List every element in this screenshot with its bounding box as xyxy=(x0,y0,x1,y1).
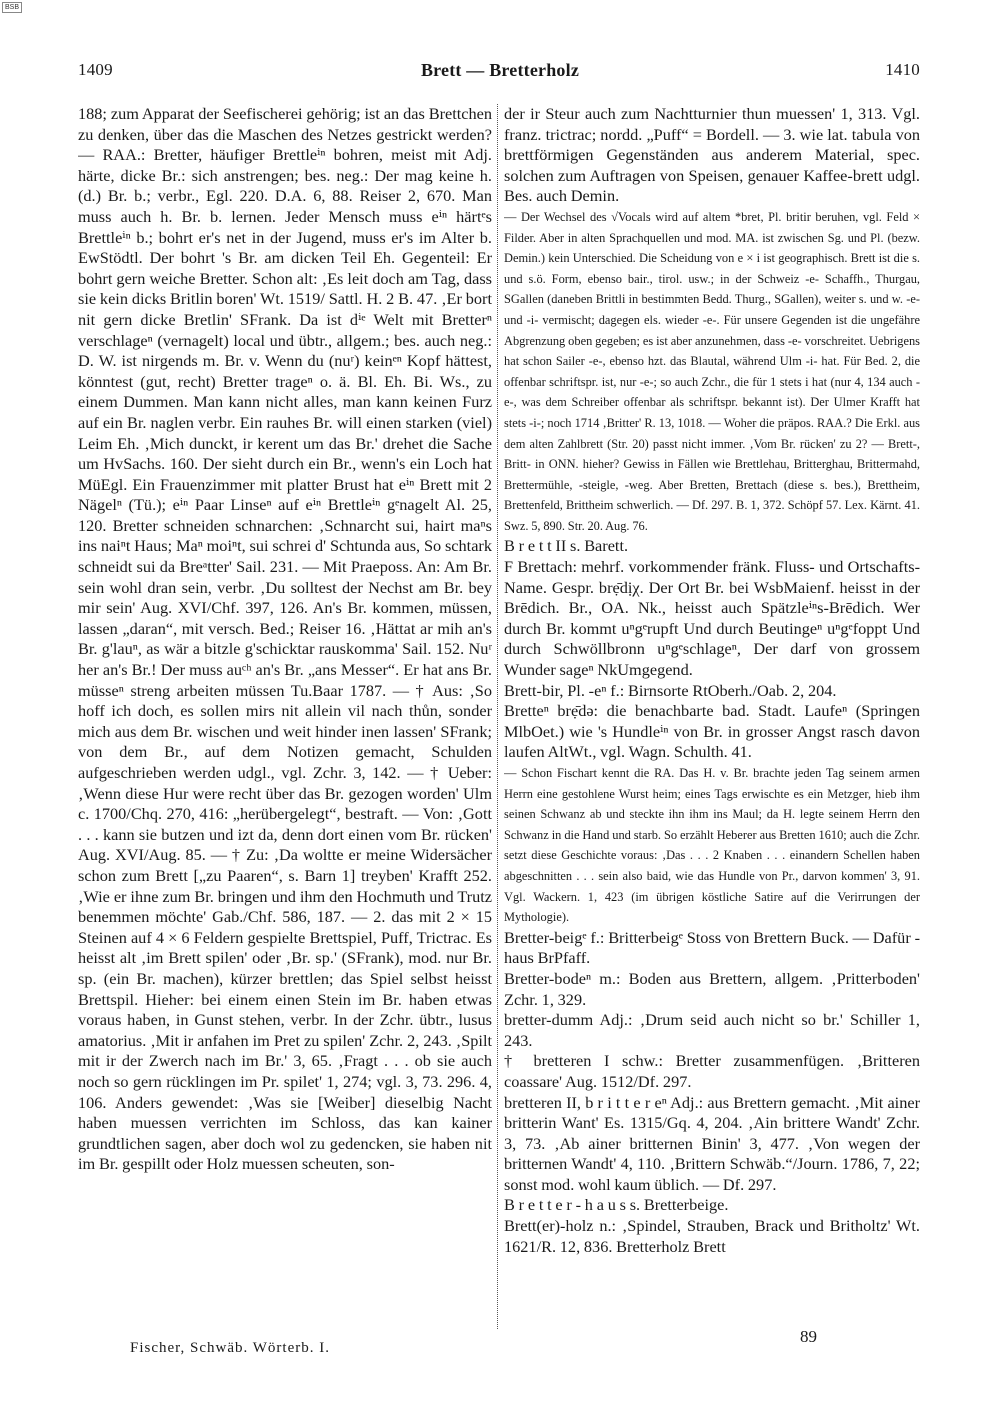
entry-brettach: F Brettach: mehrf. vorkommender fränk. Fluss- und Ortschafts-Name. Gespr. brẹ̄dịχ. Der Ort Br. bei WsbMaienf. heisst in der Brēdich. Br., OA. Nk., heisst auch Spätzleⁱⁿs-Brēdich. Wer durch Br. kommt uⁿgᵉrupft Und durch Beutingeⁿ uⁿgᵉfoppt Und durch Schwöllbronn uⁿgᵉschlageⁿ, Der darf von grossem Wunder sageⁿ NkUmgegend. xyxy=(504,557,920,680)
entry-brett-bir: Brett-bir, Pl. -eⁿ f.: Birnsorte RtOberh./Oab. 2, 204. xyxy=(504,680,837,700)
left-page-number: 1409 xyxy=(78,60,113,79)
entry-bretteren-ii: bretteren II, b r i t t e r eⁿ Adj.: aus Brettern gemacht. ‚Mit ainer britterin Want' Es. 1315/Gq. 4, 204. ‚Ain brittere Wandt' Zchr. 3, 73. ‚Ab ainer britternen Binin' 3, 477. ‚Von wegen der britternen Wandt' 4, 110. ‚Brittern Schwäb.“/Journ. 1786, 7, 22; sonst mod. wohl kaum üblich. — Df. 297. xyxy=(504,1092,920,1194)
entry-bretten: Bretteⁿ brẹ̄də: die benachbarte bad. Stadt. Laufeⁿ (Springen MlbOet.) wie 's Hundleⁱⁿ von Br. in grosser Angst rasch davon laufen AltWt., vgl. Wagn. Schulth. 41. xyxy=(504,701,920,762)
entry-bretter-dumm: bretter-dumm Adj.: ‚Drum seid auch nicht so br.' Schiller 1, 243. xyxy=(504,1010,920,1050)
entry-bretter-beige: Bretter-beigᵉ f.: Britterbeigᵉ Stoss von Brettern Buck. — Dafür -haus BrPfaff. xyxy=(504,927,920,968)
entry-brett-ii: B r e t t II s. Barett. xyxy=(504,536,629,556)
signature-mark: 89 xyxy=(800,1327,817,1346)
note-brett: — Der Wechsel des √Vocals wird auf altem *bret, Pl. britir beruhen, vgl. Feld × Filder. Aber in alten Sprachquellen und mod. MA. ist zwischen Sg. und Pl. (bezw. Demin.) kein Unterschied. Die Scheidung von e × i ist geographisch. Brett ist die s. und s.ö. Form, ebenso bair., tirol. usw.; in der Schweiz -e- Schaffh., Thurgau, SGallen (daneben Brittli in bestimmten Bedd. Thurg., SGallen), weiter s. und w. -e- und -i- vermischt; dagegen els. wieder -e-. Für unsere Gegenden ist die ungefähre Abgrenzung oben gegeben; es ist aber anzunehmen, dass -e- vorschreitet. Uebrigens hat schon Sailer -e-, ebenso hzt. das Blautal, während Ulm -i- hat. Für Bed. 2, die offenbar schriftspr. ist, nur -e-; so auch Zchr., die für 1 stets i hat (nur 4, 134 auch -e-, was dem Schreiber offenbar als schriftspr. bekannt ist). Der Ulmer Krafft hat stets -i-; noch 1714 ‚Britter' R. 13, 1018. — Woher die präpos. RAA.? Die Erkl. aus dem alten Zahlbrett (Str. 20) passt nicht immer. ‚Vom Br. rücken' zu 2? — Brett-, Britt- in ONN. hieher? Gewiss in Fällen wie Brettlehau, Britterghau, Brittermahd, Brettermühle, -steigle, -weg. Aber Bretten, Brettach (diese s. bes.), Brettheim, Brettenfeld, Brittheim schwerlich. — Df. 297. B. 1, 372. Schöpf 57. Lex. Kärnt. 41. Swz. 5, 890. Str. 20. Aug. 76. xyxy=(504,209,920,533)
right-column xyxy=(504,104,920,1336)
left-column-text: 188; zum Apparat der Seefischerei gehörig; ist an das Brettchen zu denken, über das die Maschen des Netzes gestrickt werden? — RAA.: Bretter, häufiger Brettleⁱⁿ bohren, meist mit Adj. härte, dicke Br.: sich anstrengen; bes. neg.: Der mag keine h. (d.) Br. b.; verbr., Egl. 220. D.A. 6, 88. Reiser 2, 670. Man muss auch h. Br. b. lernen. Jeder Mensch muss eⁱⁿ härtᵉs Brettleⁱⁿ b.; bohrt er's net in der Jugend, muss er's im Alter b. EwStödtl. Der bohrt 's Br. am dicken Teil Eh. Gegenteil: Er bohrt gern weiche Bretter. Schon alt: ‚Es leit doch am Tag, dass sie kein dicks Britlin boren' Wt. 1519/ Sattl. H. 2 B. 47. ‚Er bort nit gern dicke Bretlin' SFrank. Da ist dⁱᵉ Welt mit Bretterⁿ verschlageⁿ (vernagelt) local und übtr., allgem.; bes. auch neg.: D. W. ist nirgends m. Br. v. Wenn du (nuʳ) keinᵉⁿ Kopf hättest, könntest (gut, recht) Bretter trageⁿ o. ä. Bl. Eh. Bi. Ws., zu einem Dummen. Man kann nicht alles, man kann keinen Furz auf ein Br. naglen verbr. Ein rauhes Br. will einen starken (viel) Leim Eh. ‚Mich dunckt, ir kerent um das Br.' drehet die Sache um HvSachs. 160. Der sieht durch ein Br., wenn's ein Loch hat MüEgl. Ein Frauenzimmer mit platter Brust hat eⁱⁿ Brett mit 2 Nägelⁿ (Tü.); eⁱⁿ Paar Linseⁿ auf eⁱⁿ Brettleⁱⁿ gᵉnagelt Al. 25, 120. Bretter schneiden schnarchen: ‚Schnarcht sui, hairt maⁿs ins naiⁿt Haus; Maⁿ moiⁿt, sui schrei d' Schtunda aus, So schtark schneidt sui da Breᵃtter' Sail. 231. — Mit Praeposs. An: Am Br. sein wohl dran sein, verbr. ‚Du solltest der Nechst am Br. bey mir sein' Aug. XVI/Chf. 397, 126. An's Br. kommen, müssen, lassen „daran“, mit versch. Bed.; Reiser 16. ‚Hättat ar mih an's Br. g'lauⁿ, as wär a bitzle g'schicktar rauskomma' Sail. 152. Nuʳ her an's Br.! Der muss auᶜʰ an's Br. „ans Messer“. Er hat ans Br. müsseⁿ streng arbeiten müssen Tu.Baar 1787. — † Aus: ‚So hoff ich doch, es sollen mirs nit allein vil nach thůn, sonder mich aus dem Br. wischen und weit hinder inen lassen' SFrank; von dem Br., auf dem Notizen gemacht, Schulden aufgeschrieben werden udgl., vgl. Zchr. 3, 142. — † Ueber: ‚Wenn diese Hur were recht über das Br. gezogen worden' Ulm c. 1700/Chq. 270, 416: „herübergelegt“, bestraft. — Von: ‚Gott . . . kann sie butzen und izt da, denn dort einen vom Br. rücken' Aug. XVI/Aug. 85. — † Zu: ‚Da woltte er meine Widersächer schon zum Brett [„zu Paaren“, s. Barn 1] treyben' Krafft 252. ‚Wie er ihne zum Br. bringen und ihm den Hochmuth und Trutz benemmen möchte' Gab./Chf. 586, 187. — 2. das mit 2 × 15 Steinen auf 4 × 6 Feldern gespielte Brettspiel, Puff, Trictrac. Es heisst alt ‚im Brett spilen' oder ‚Br. sp.' (SFrank), mod. nur Br. sp. (ein Br. machen), kürzer brettlen; das Spiel selbst heisst Brettspil. Hieher: bei einem einen Stein im Br. haben etwas voraus haben, in Gunst stehen, verbr. In der Zchr. übtr., lusus amatorius. ‚Mit ir anfahen im Pret zu spilen' Zchr. 2, 243. ‚Spilt mit ir der Zwerch nach im Br.' 3, 65. ‚Fragt . . . ob sie auch noch so gern rücklingen im Pr. spilet' 1, 274; vgl. 3, 73. 296. 4, 106. Anders gewendet: ‚Was sie [Weiber] dieselbig Nacht haben muessen verrichten im Schloss, das kan kainer grundtlichen sagen, aber doch wol zu gedencken, sie haben nit im Br. gespillt oder Holz muessen scheuten, son- xyxy=(78,104,492,1174)
page-title: Brett — Bretterholz xyxy=(420,60,580,80)
left-column xyxy=(78,104,492,1336)
entry-brett-cont: der ir Steur auch zum Nachtturnier thun muessen' 1, 313. Vgl. franz. trictrac; nordd. „Puff“ = Bordell. — 3. wie lat. tabula von brettförmigen Gegenständen aus anderem Material, spec. solchen zum Auftragen von Speisen, genauer Kaffee-brett udgl. Bes. auch Demin. xyxy=(504,104,920,206)
note-bretten: — Schon Fischart kennt die RA. Das H. v. Br. brachte jeden Tag seinem armen Herrn eine gestohlene Wurst heim; eines Tags erwischte es ein Metzger, hieb ihm seinen Schwanz ab und steckte ihn ihm ins Maul; da H. legte seinem Herrn den Schwanz in die Hand und starb. So erzählt Heberer aus Bretten 1610; auch die Zchr. setzt diese Geschichte voraus: ‚Das . . . 2 Knaben . . . einandern Schellen haben abgeschnitten . . . sein also baid, wie das Hundle von Pr., darvon kommen' 3, 91. Vgl. Wackern. 1, 423 (im übrigen köstliche Satire auf die Verirrungen der Mythologie). xyxy=(504,766,920,925)
entry-bretter-haus: B r e t t e r - h a u s s. Bretterbeige. xyxy=(504,1195,729,1215)
entry-bretteren-i: † bretteren I schw.: Bretter zusammenfügen. ‚Britteren coassare' Aug. 1512/Df. 297. xyxy=(504,1051,920,1091)
entry-brett-er-holz: Brett(er)-holz n.: ‚Spindel, Strauben, Brack und Britholtz' Wt. 1621/R. 12, 836. Bretterholz Brett xyxy=(504,1216,920,1256)
library-stamp: BSB xyxy=(2,2,22,13)
entry-bretter-boden: Bretter-bodeⁿ m.: Boden aus Brettern, allgem. ‚Pritterboden' Zchr. 1, 329. xyxy=(504,968,920,1009)
footer-source: Fischer, Schwäb. Wörterb. I. xyxy=(130,1340,330,1356)
column-divider xyxy=(497,104,498,1329)
right-page-number: 1410 xyxy=(885,60,920,79)
